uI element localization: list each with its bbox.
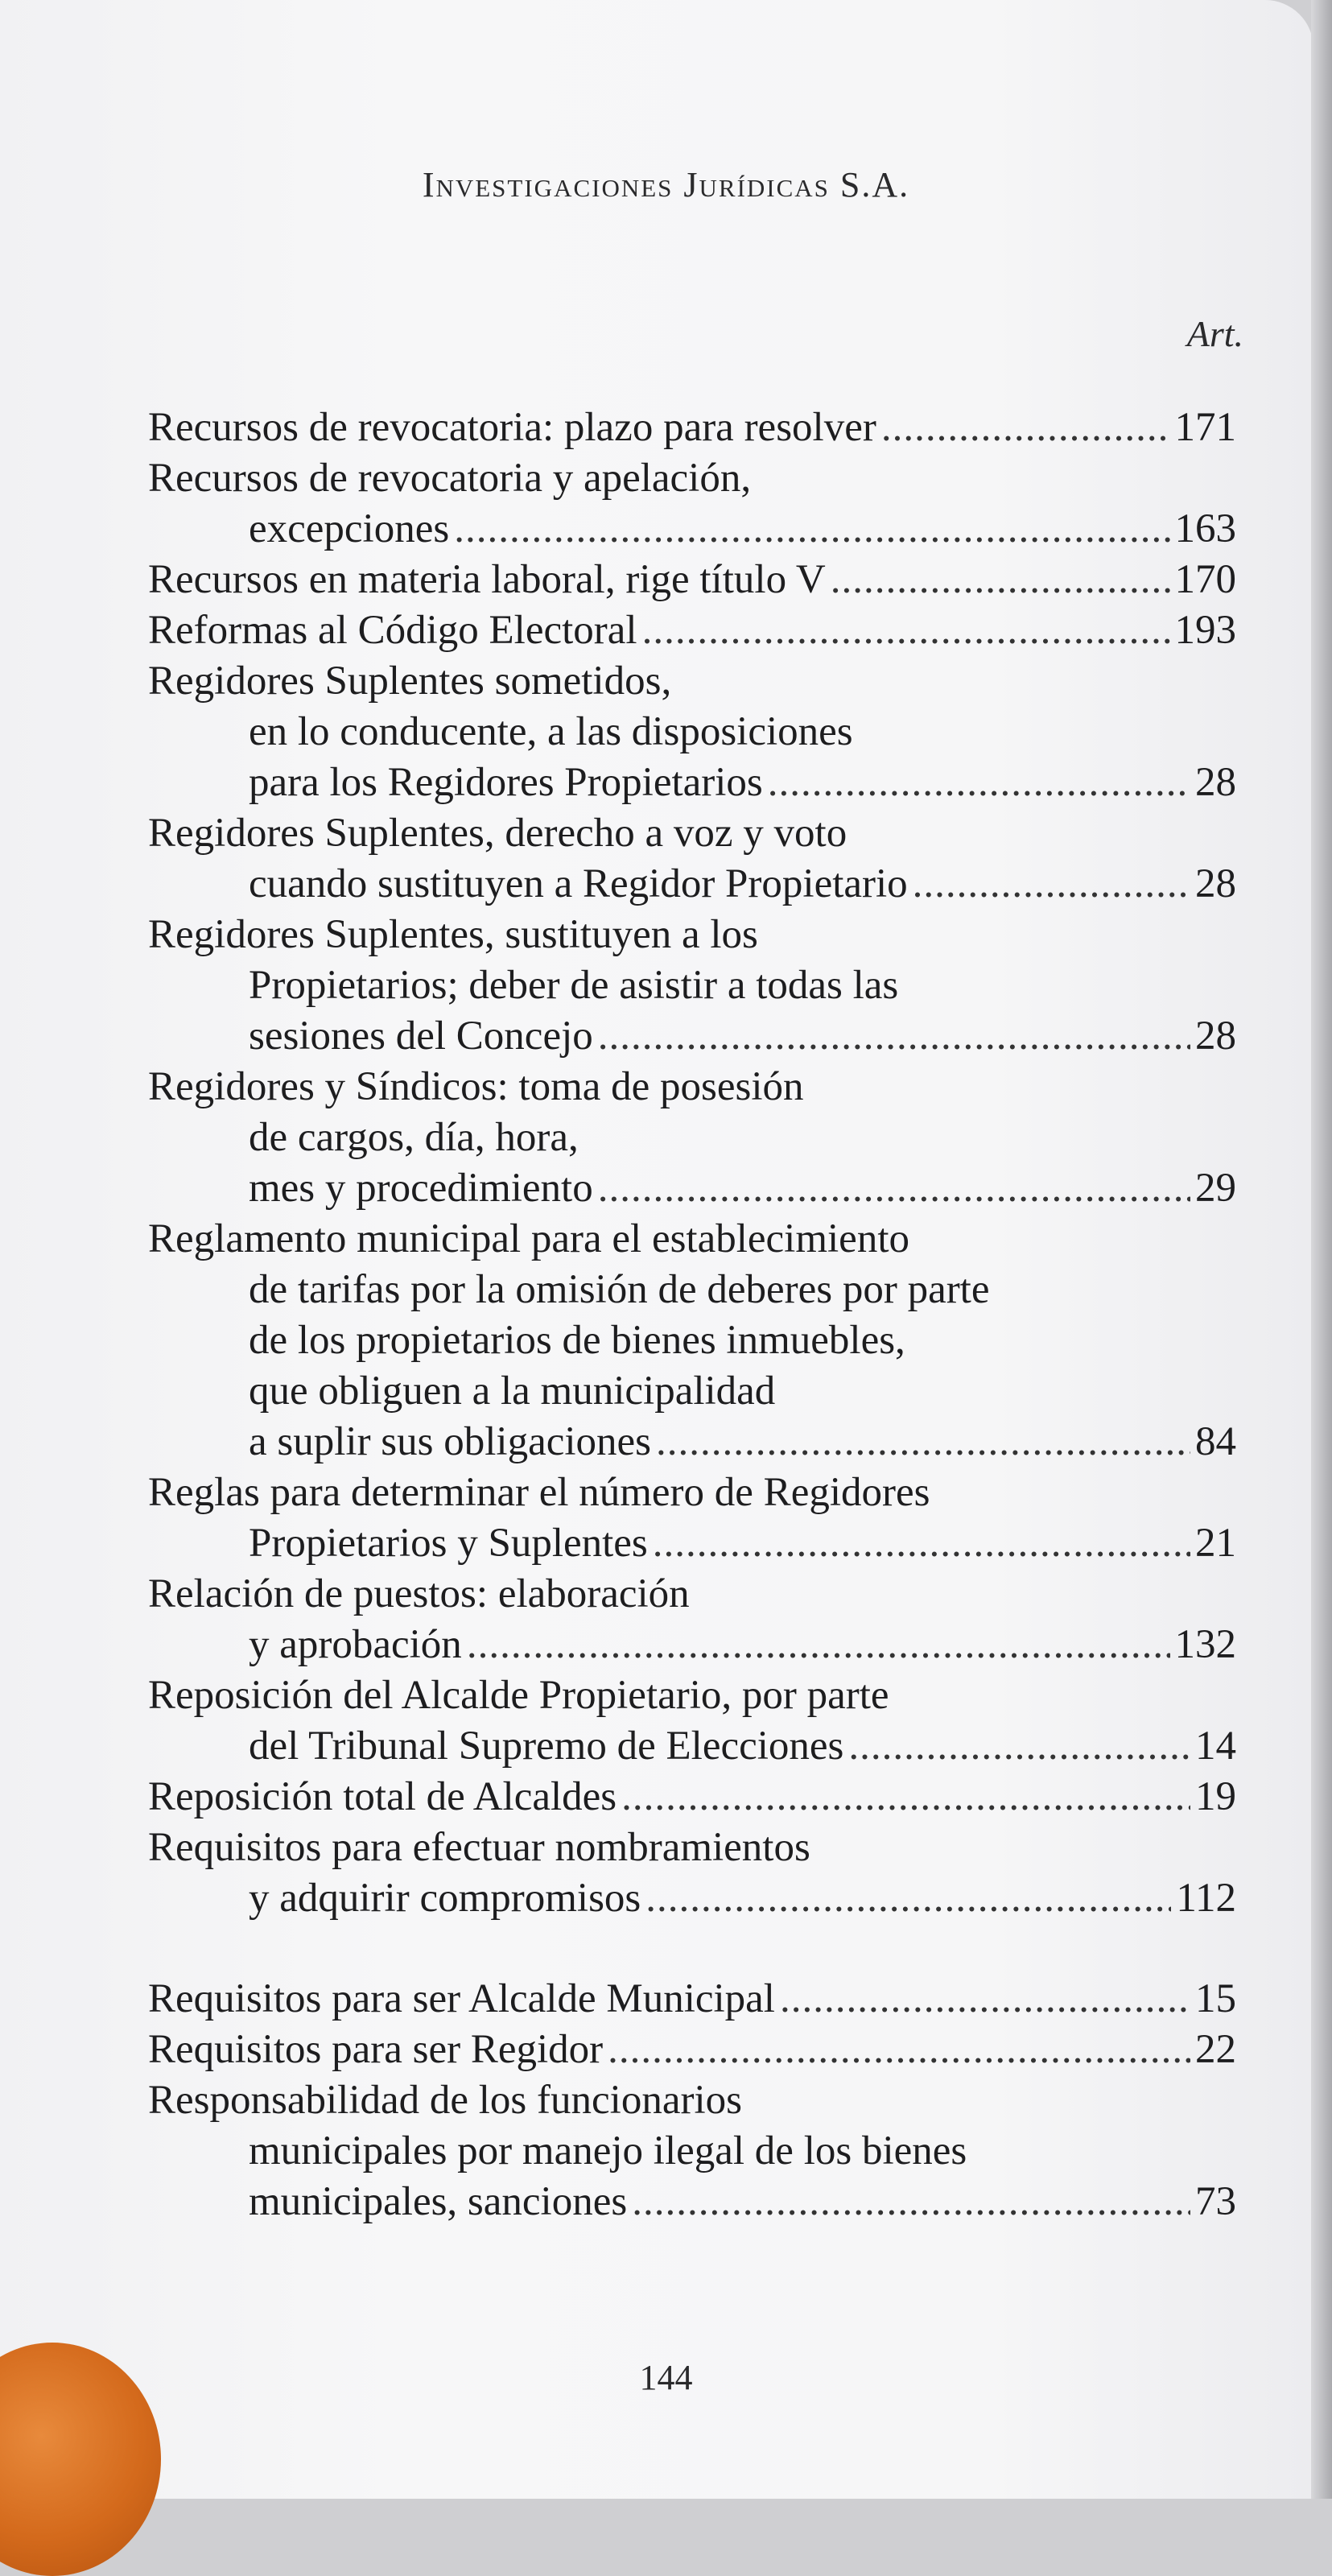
index-entry-line <box>148 1772 1236 1823</box>
index-entry-line <box>148 605 1236 656</box>
dot-leader <box>598 1011 1190 1062</box>
index-entry-line <box>148 1721 1236 1772</box>
index-entry-text: Recursos de revocatoria y apelación, <box>148 456 752 501</box>
article-number: 170 <box>1174 557 1236 602</box>
index-entry <box>148 555 1236 605</box>
dot-leader <box>831 555 1170 605</box>
article-number: 14 <box>1195 1724 1236 1769</box>
article-number: 193 <box>1174 608 1236 653</box>
index-entry-text: Responsabilidad de los funcionarios <box>148 2078 742 2123</box>
article-number: 112 <box>1176 1876 1236 1921</box>
dot-leader <box>656 1417 1190 1468</box>
dot-leader <box>467 1620 1170 1670</box>
index-entry <box>148 1569 1236 1670</box>
index-entry <box>148 656 1236 808</box>
index-entry-text: cuando sustituyen a Regidor Propietario <box>249 861 908 906</box>
dot-leader <box>621 1772 1190 1823</box>
index-entry-text: que obliguen a la municipalidad <box>249 1368 776 1414</box>
index-entry-text: de los propietarios de bienes inmuebles, <box>249 1318 905 1363</box>
index-entry-line <box>148 1062 1236 1113</box>
index-entry-text: Propietarios; deber de asistir a todas las <box>249 963 899 1008</box>
index-entry-line <box>148 1417 1236 1468</box>
index-entry-line <box>148 707 1236 758</box>
index-entry-text: en lo conducente, a las disposiciones <box>249 709 853 754</box>
index-entry <box>148 1772 1236 1823</box>
index-entry-text: Regidores y Síndicos: toma de posesión <box>148 1064 804 1109</box>
index-entry-line <box>148 2177 1236 2227</box>
article-number: 163 <box>1174 506 1236 551</box>
index-entry <box>148 1670 1236 1772</box>
index-entry-line <box>148 1366 1236 1417</box>
article-number: 28 <box>1195 760 1236 805</box>
index-entry-text: municipales, sanciones <box>249 2179 628 2224</box>
dot-leader <box>768 758 1190 808</box>
index-entry-text: sesiones del Concejo <box>249 1013 593 1059</box>
article-number: 28 <box>1195 861 1236 906</box>
index-entry <box>148 808 1236 910</box>
index-entry-text: excepciones <box>249 506 450 551</box>
index-entry-line <box>148 808 1236 859</box>
index-entry-text: mes y procedimiento <box>249 1166 593 1211</box>
index-entry-line <box>148 910 1236 960</box>
index-entry <box>148 2075 1236 2227</box>
dot-leader <box>598 1163 1190 1214</box>
dot-leader <box>645 1873 1171 1924</box>
index-entry-text: Regidores Suplentes, sustituyen a los <box>148 912 758 957</box>
article-number: 73 <box>1195 2179 1236 2224</box>
index-entry-line <box>148 402 1236 453</box>
index-entry <box>148 1214 1236 1468</box>
index-entry-text: Regidores Suplentes, derecho a voz y voto <box>148 811 847 856</box>
dot-leader <box>913 859 1190 910</box>
article-number: 21 <box>1195 1521 1236 1566</box>
page-edge <box>1311 0 1332 2499</box>
index-entry-text: Reposición total de Alcaldes <box>148 1774 617 1819</box>
index-entry-line <box>148 555 1236 605</box>
index-entry-text: a suplir sus obligaciones <box>249 1419 652 1464</box>
article-number: 22 <box>1195 2027 1236 2072</box>
index-entry <box>148 1823 1236 1924</box>
index-entry-line <box>148 1823 1236 1873</box>
index-entry-line <box>148 1468 1236 1518</box>
index-entry-line <box>148 656 1236 707</box>
dot-leader <box>881 402 1170 453</box>
column-label-art: Art. <box>1186 313 1243 354</box>
subject-index-list <box>148 402 1236 2227</box>
index-entry <box>148 2025 1236 2075</box>
index-entry-text: Recursos en materia laboral, rige título V <box>148 557 826 602</box>
index-entry-text: Reposición del Alcalde Propietario, por parte <box>148 1673 889 1718</box>
article-number: 29 <box>1195 1166 1236 1211</box>
article-number: 19 <box>1195 1774 1236 1819</box>
index-entry-line <box>148 2075 1236 2126</box>
index-entry-text: de tarifas por la omisión de deberes por parte <box>249 1267 990 1312</box>
index-entry-text: de cargos, día, hora, <box>249 1115 579 1160</box>
index-entry-line <box>148 758 1236 808</box>
index-entry-text: y aprobación <box>249 1622 462 1667</box>
index-entry-line <box>148 1620 1236 1670</box>
index-entry-text: Propietarios y Suplentes <box>249 1521 648 1566</box>
index-entry-text: y adquirir compromisos <box>249 1876 641 1921</box>
index-entry-line <box>148 1569 1236 1620</box>
index-entry-line <box>148 504 1236 555</box>
article-number: 132 <box>1174 1622 1236 1667</box>
index-entry-line <box>148 2025 1236 2075</box>
dot-leader <box>642 605 1170 656</box>
index-entry-text: Recursos de revocatoria: plazo para resolver <box>148 405 876 450</box>
index-entry-text: Regidores Suplentes sometidos, <box>148 658 672 704</box>
index-entry-line <box>148 1873 1236 1924</box>
index-entry-line <box>148 453 1236 504</box>
index-entry-line <box>148 1265 1236 1315</box>
index-entry-text: Requisitos para ser Regidor <box>148 2027 604 2072</box>
index-entry-line <box>148 2126 1236 2177</box>
index-entry-line <box>148 960 1236 1011</box>
index-entry-line <box>148 859 1236 910</box>
dot-leader <box>454 504 1169 555</box>
index-entry-line <box>148 1670 1236 1721</box>
index-entry <box>148 1468 1236 1569</box>
index-entry <box>148 910 1236 1062</box>
index-entry-line <box>148 1315 1236 1366</box>
index-entry-text: Reglas para determinar el número de Regidores <box>148 1470 930 1515</box>
index-entry-line <box>148 1518 1236 1569</box>
dot-leader <box>653 1518 1190 1569</box>
dot-leader <box>780 1974 1190 2025</box>
index-entry <box>148 1062 1236 1214</box>
index-entry <box>148 402 1236 453</box>
article-number: 171 <box>1174 405 1236 450</box>
running-header: Investigaciones Jurídicas S.A. <box>422 165 910 204</box>
index-entry <box>148 453 1236 555</box>
index-entry <box>148 605 1236 656</box>
article-number: 28 <box>1195 1013 1236 1059</box>
index-entry-line <box>148 1113 1236 1163</box>
index-entry-text: del Tribunal Supremo de Elecciones <box>249 1724 844 1769</box>
dot-leader <box>608 2025 1190 2075</box>
page-number: 144 <box>639 2358 693 2397</box>
index-entry-text: para los Regidores Propietarios <box>249 760 763 805</box>
index-entry-text: municipales por manejo ilegal de los bienes <box>249 2128 967 2174</box>
index-entry-text: Requisitos para ser Alcalde Municipal <box>148 1976 775 2021</box>
index-entry-text: Reglamento municipal para el establecimiento <box>148 1216 909 1261</box>
index-entry-line <box>148 1974 1236 2025</box>
article-number: 84 <box>1195 1419 1236 1464</box>
index-entry-line <box>148 1011 1236 1062</box>
index-entry <box>148 1974 1236 2025</box>
index-entry-line <box>148 1163 1236 1214</box>
dot-leader <box>632 2177 1190 2227</box>
index-entry-text: Relación de puestos: elaboración <box>148 1571 690 1616</box>
index-entry-text: Requisitos para efectuar nombramientos <box>148 1825 810 1870</box>
dot-leader <box>848 1721 1190 1772</box>
index-entry-line <box>148 1214 1236 1265</box>
article-number: 15 <box>1195 1976 1236 2021</box>
index-entry-text: Reformas al Código Electoral <box>148 608 637 653</box>
